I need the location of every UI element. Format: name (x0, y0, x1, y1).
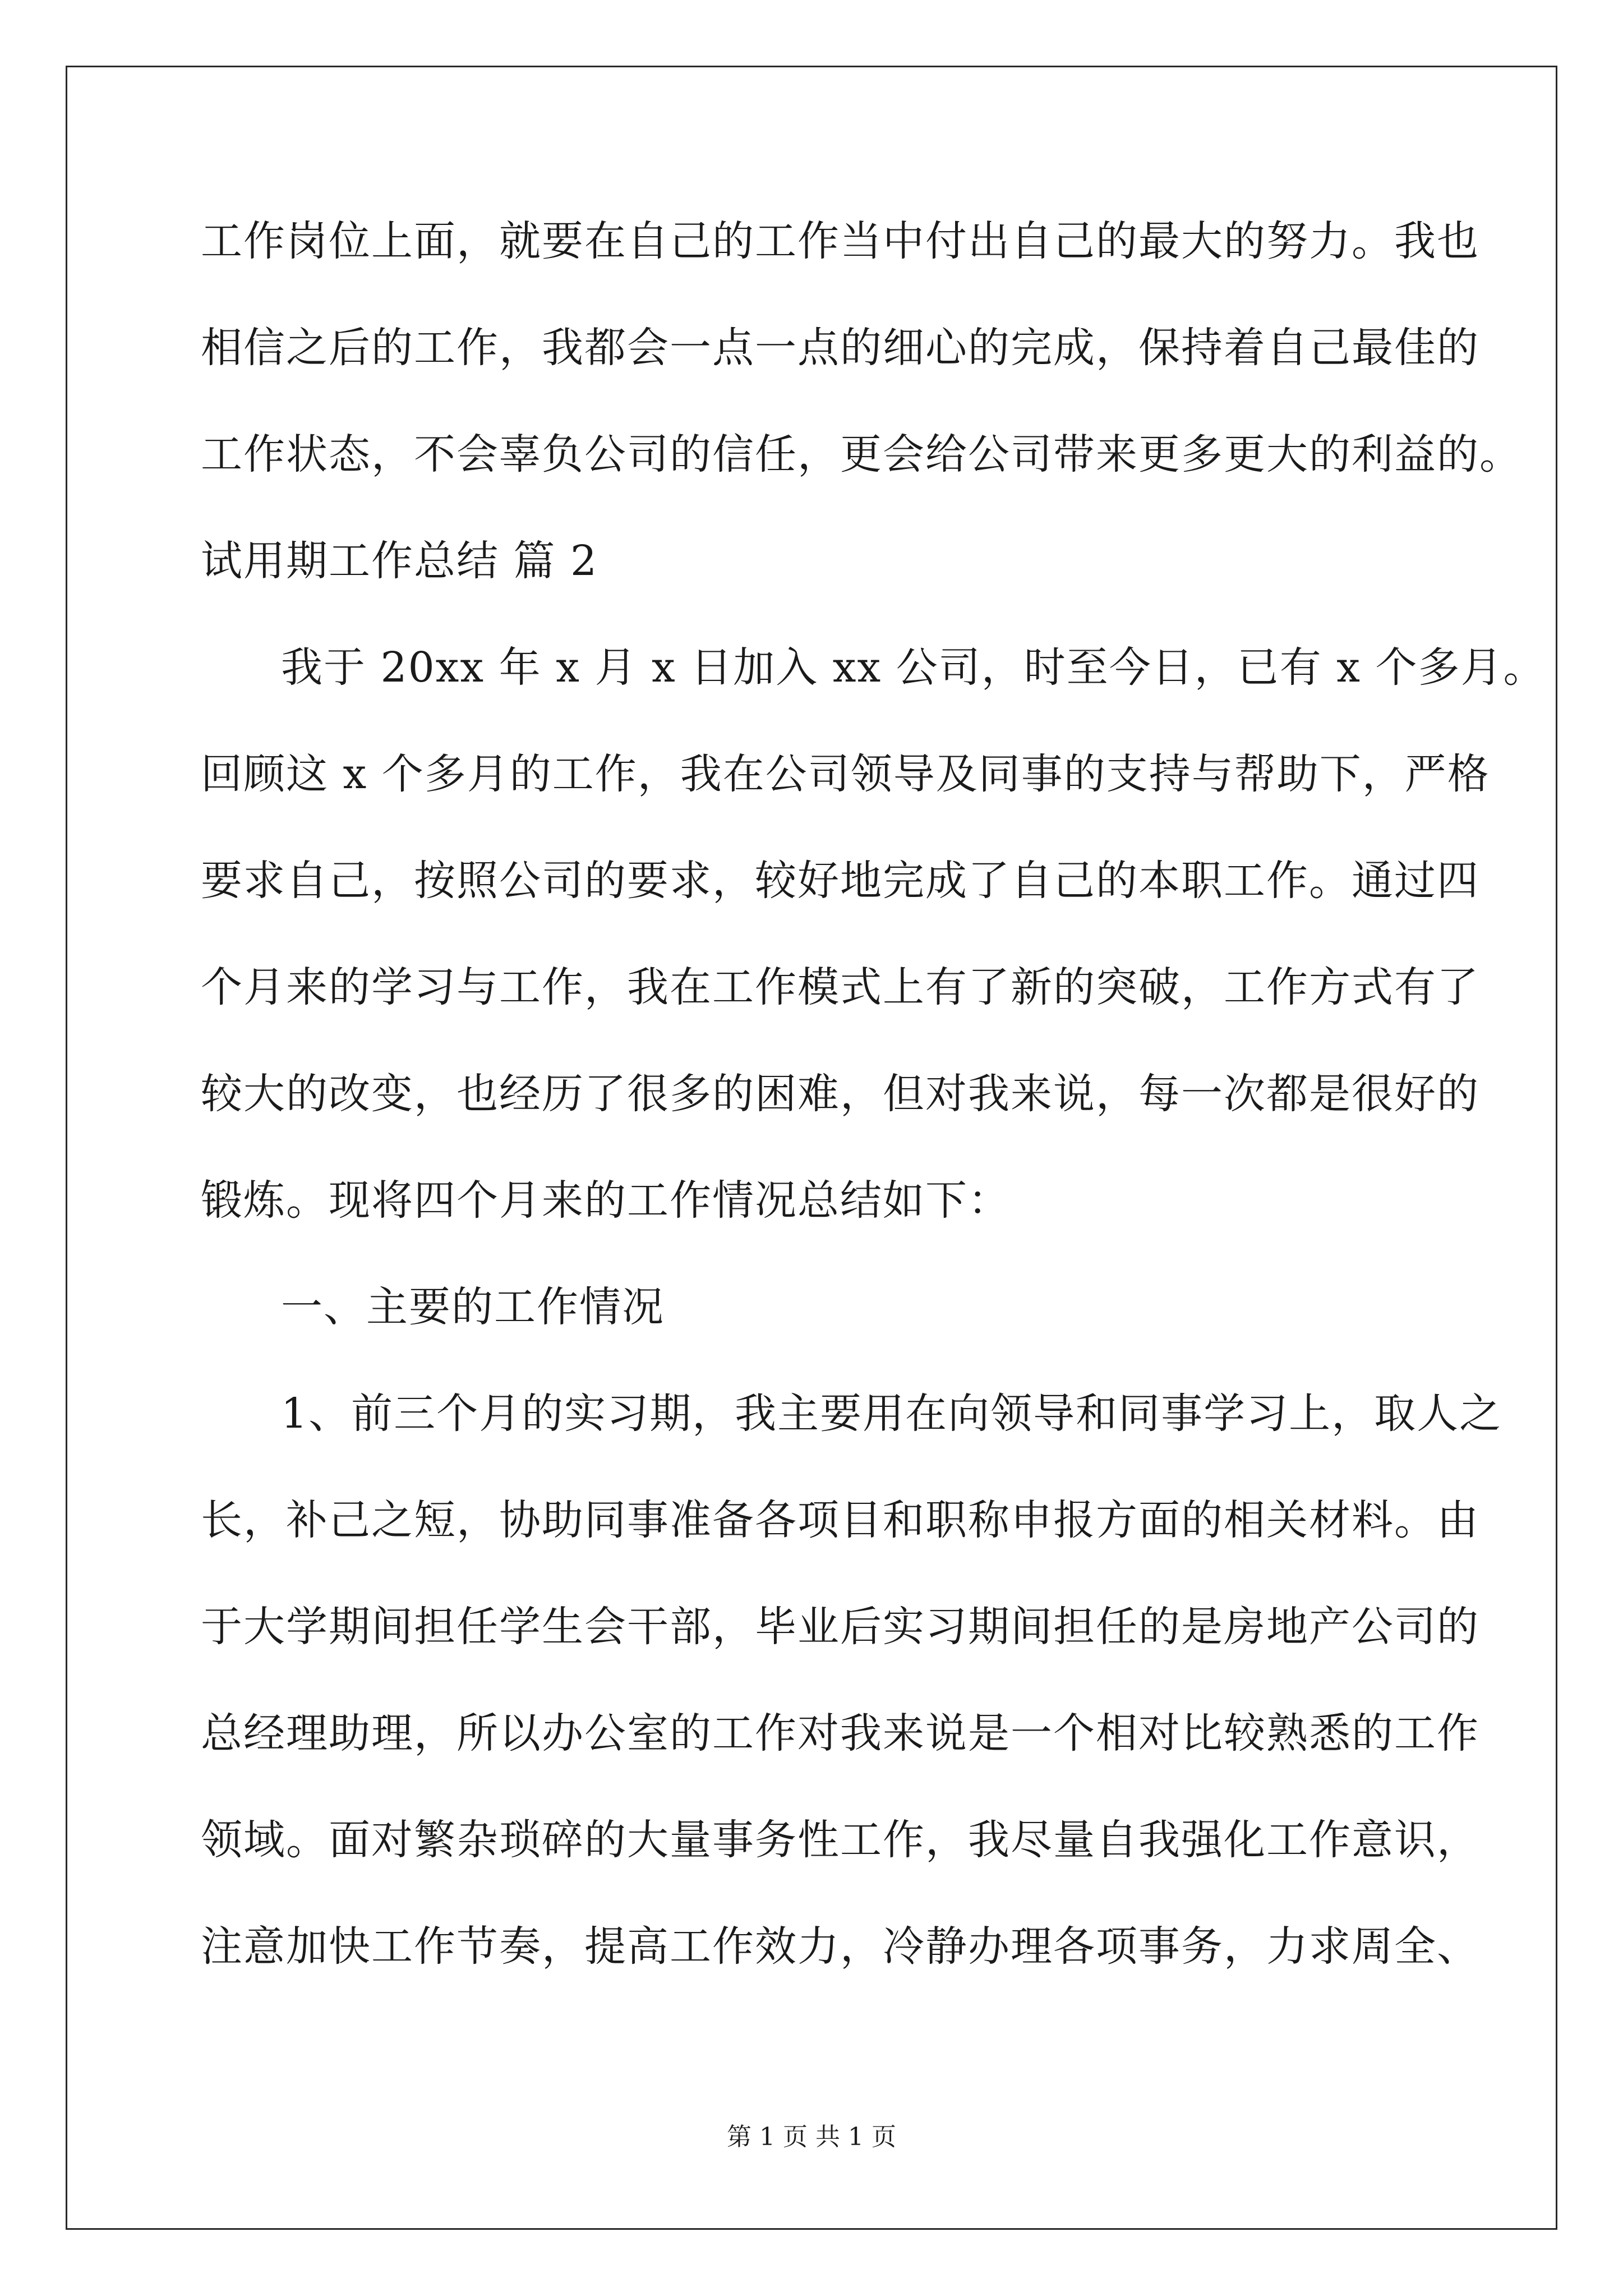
text-line: 较大的改变，也经历了很多的困难，但对我来说，每一次都是很好的 (201, 1070, 1479, 1118)
text-line: 领域。面对繁杂琐碎的大量事务性工作，我尽量自我强化工作意识， (201, 1816, 1479, 1864)
text-line: 长，补己之短，协助同事准备各项目和职称申报方面的相关材料。由 (201, 1496, 1479, 1544)
text-line: 1、前三个月的实习期，我主要用在向领导和同事学习上，取人之 (281, 1389, 1502, 1438)
section-heading: 试用期工作总结 篇 2 (201, 537, 598, 585)
page-number: 第 1 页 共 1 页 (727, 2123, 896, 2151)
text-line: 回顾这 x 个多月的工作，我在公司领导及同事的支持与帮助下，严格 (201, 750, 1490, 798)
text-line: 总经理助理，所以办公室的工作对我来说是一个相对比较熟悉的工作 (201, 1709, 1479, 1757)
text-line: 相信之后的工作，我都会一点一点的细心的完成，保持着自己最佳的 (201, 324, 1479, 372)
page-border (66, 66, 1557, 2230)
text-line: 锻炼。现将四个月来的工作情况总结如下： (201, 1176, 1011, 1225)
text-line: 于大学期间担任学生会干部，毕业后实习期间担任的是房地产公司的 (201, 1603, 1479, 1651)
text-line: 工作状态，不会辜负公司的信任，更会给公司带来更多更大的利益的。 (201, 430, 1522, 478)
text-line: 注意加快工作节奏，提高工作效力，冷静办理各项事务，力求周全、 (201, 1922, 1479, 1971)
text-line: 个月来的学习与工作，我在工作模式上有了新的突破，工作方式有了 (201, 963, 1479, 1011)
subsection-heading: 一、主要的工作情况 (281, 1283, 665, 1331)
text-line: 我于 20xx 年 x 月 x 日加入 xx 公司，时至今日，已有 x 个多月。 (281, 643, 1546, 692)
text-line: 要求自己，按照公司的要求，较好地完成了自己的本职工作。通过四 (201, 857, 1479, 905)
text-line: 工作岗位上面，就要在自己的工作当中付出自己的最大的努力。我也 (201, 217, 1479, 265)
